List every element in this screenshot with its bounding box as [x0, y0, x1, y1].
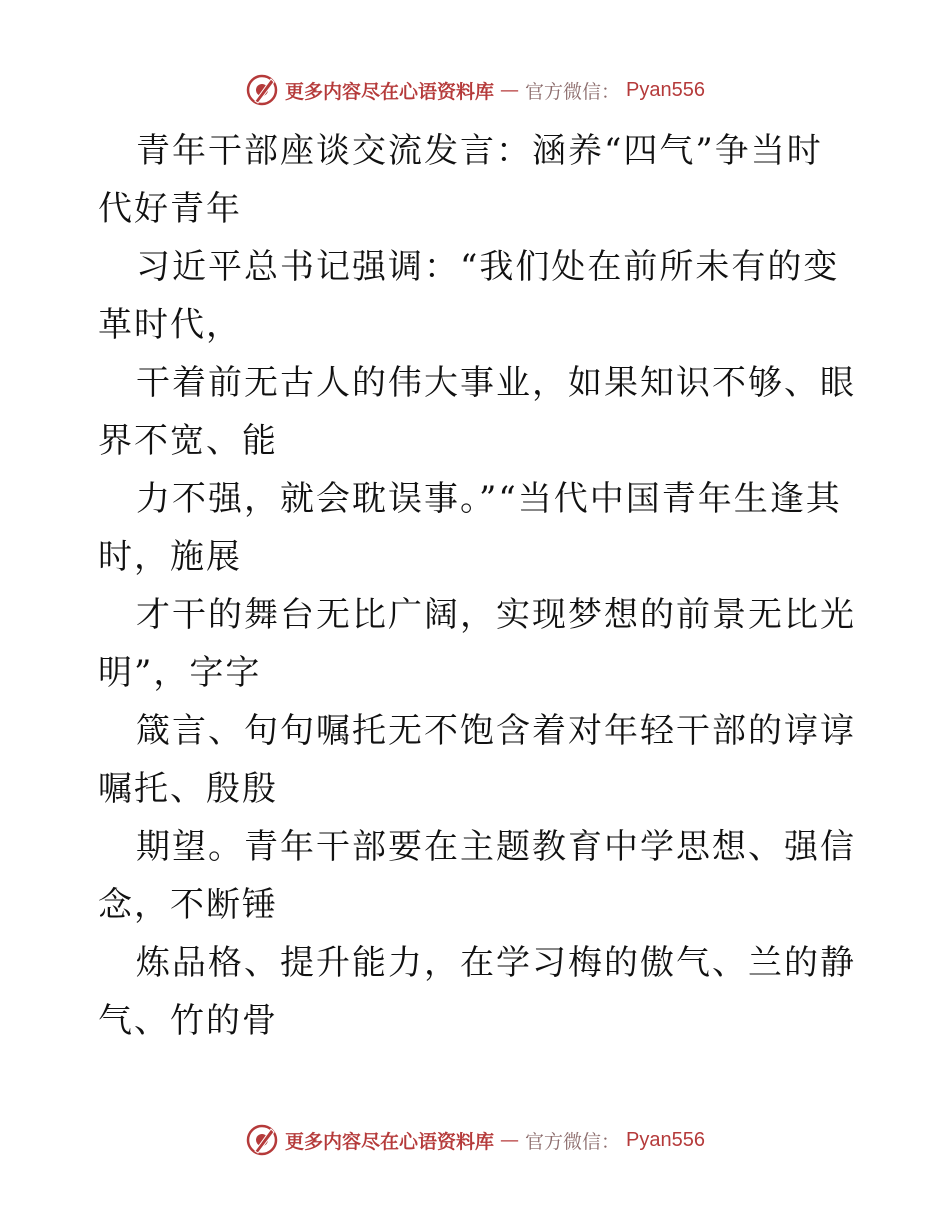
- header-dash: —: [500, 79, 520, 101]
- paragraph-title: 青年干部座谈交流发言：涵养“四气”争当时代好青年: [98, 131, 823, 229]
- header-banner: [0, 70, 950, 110]
- footer-banner: [0, 1120, 950, 1160]
- paragraph: 力不强，就会耽误事。”“当代中国青年生逢其时，施展: [98, 479, 842, 577]
- paragraph: 习近平总书记强调：“我们处在前所未有的变革时代，: [98, 247, 840, 345]
- paragraph: 干着前无古人的伟大事业，如果知识不够、眼界不宽、能: [98, 363, 856, 461]
- footer-dash: —: [500, 1129, 520, 1151]
- paragraph: 炼品格、提升能力，在学习梅的傲气、兰的静气、竹的骨: [98, 943, 856, 1041]
- document-body: [98, 122, 858, 1050]
- header-promo-text: 更多内容尽在心语资料库: [285, 80, 495, 103]
- paragraph: 箴言、句句嘱托无不饱含着对年轻干部的谆谆嘱托、殷殷: [98, 711, 856, 809]
- quill-logo-icon: [245, 1123, 279, 1157]
- header-wechat-id: Pyan556: [626, 78, 705, 101]
- footer-wechat-id: Pyan556: [626, 1128, 705, 1151]
- footer-wechat-label: 官方微信：: [525, 1130, 621, 1153]
- quill-logo-icon: [245, 73, 279, 107]
- paragraph: 才干的舞台无比广阔，实现梦想的前景无比光明”，字字: [98, 595, 856, 693]
- header-wechat-label: 官方微信：: [525, 80, 621, 103]
- footer-promo-text: 更多内容尽在心语资料库: [285, 1130, 495, 1153]
- paragraph: 期望。青年干部要在主题教育中学思想、强信念，不断锤: [98, 827, 856, 925]
